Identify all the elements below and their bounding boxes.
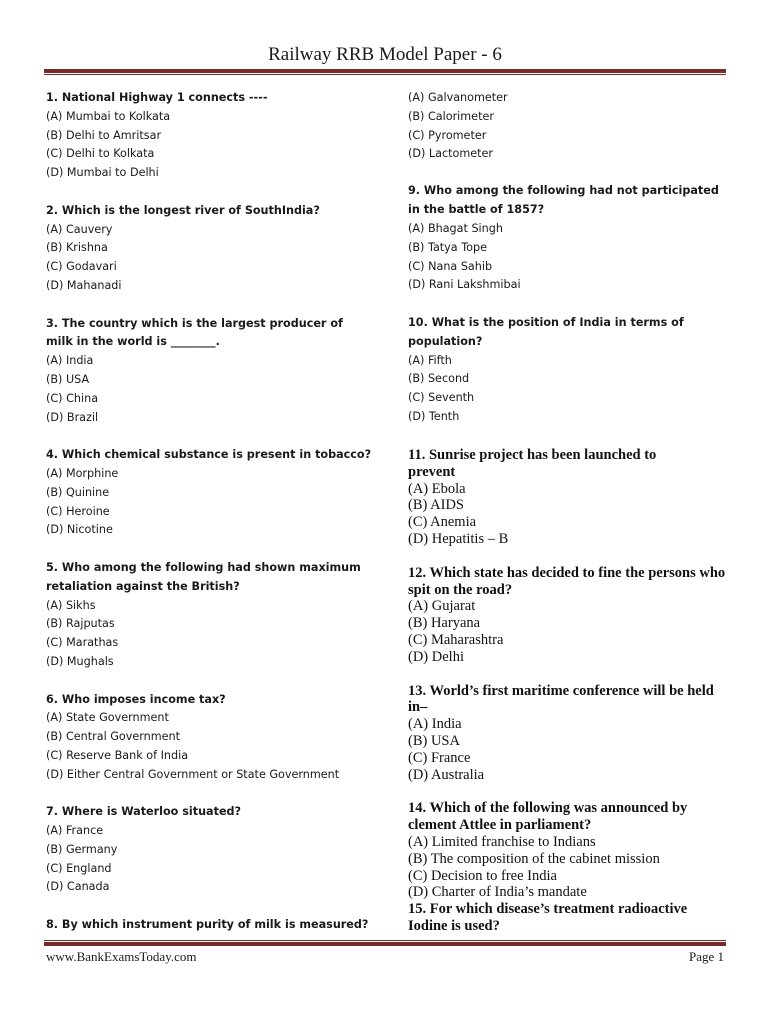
option: (A) Bhagat Singh — [408, 222, 503, 236]
option: (A) Cauvery — [46, 222, 113, 236]
question-text: 11. Sunrise project has been launched to prevent — [408, 447, 657, 480]
question-block-8-options — [408, 89, 728, 164]
header-rule-thin — [44, 74, 726, 75]
option: (C) Delhi to Kolkata — [46, 147, 155, 161]
page-number: Page 1 — [688, 949, 724, 964]
question-block-4 — [46, 446, 372, 540]
question-text: 13. World’s first maritime conference will be held in– — [408, 682, 714, 716]
option: (C) Anemia — [408, 514, 477, 531]
option: (B) Germany — [46, 842, 118, 856]
option: (D) Rani Lakshmibai — [408, 278, 521, 292]
question-text: 1. National Highway 1 connects ---- — [46, 91, 268, 104]
option: (A) Limited franchise to Indians — [408, 833, 596, 850]
question-block-11 — [408, 447, 728, 548]
option: (D) Charter of India’s mandate — [408, 884, 587, 901]
question-block-6 — [46, 691, 366, 785]
option: (B) Calorimeter — [408, 109, 494, 123]
option: (C) Pyrometer — [408, 128, 487, 142]
option: (C) Seventh — [408, 391, 475, 405]
question-block-14 — [408, 800, 728, 901]
option: (B) AIDS — [408, 497, 464, 514]
option: (D) Hepatitis – B — [408, 530, 509, 547]
option: (B) USA — [46, 372, 90, 386]
right-column-serif — [408, 447, 728, 935]
footer-website: www.BankExamsToday.com — [46, 949, 197, 964]
option: (D) Tenth — [408, 410, 460, 424]
option: (B) Second — [408, 372, 470, 386]
left-column — [46, 89, 372, 954]
option: (C) Maharashtra — [408, 631, 504, 648]
question-text: 9. Who among the following had not participated in the battle of 1857? — [408, 184, 719, 217]
option: (B) Delhi to Amritsar — [46, 128, 162, 142]
option: (D) Canada — [46, 880, 110, 894]
option: (C) Marathas — [46, 636, 119, 650]
right-column — [408, 89, 728, 446]
option: (A) India — [46, 354, 94, 368]
question-block-3 — [46, 315, 366, 428]
option: (D) Brazil — [46, 410, 99, 424]
question-text: 3. The country which is the largest producer of milk in the world is ________. — [46, 316, 343, 349]
footer-rule-thin — [44, 940, 726, 941]
option: (D) Mumbai to Delhi — [46, 166, 159, 180]
option: (C) Godavari — [46, 260, 117, 274]
option: (B) Krishna — [46, 241, 108, 255]
option: (B) Tatya Tope — [408, 240, 487, 254]
option: (D) Mahanadi — [46, 278, 122, 292]
option: (D) Mughals — [46, 654, 114, 668]
option: (A) Gujarat — [408, 598, 476, 615]
option: (A) Morphine — [46, 466, 119, 480]
question-text: 10. What is the position of India in terms of population? — [408, 316, 684, 348]
question-block-12 — [408, 565, 728, 666]
question-block-8 — [46, 916, 369, 935]
question-text: 15. For which disease’s treatment radioactive Iodine is used? — [408, 901, 688, 934]
question-text: 8. By which instrument purity of milk is measured? — [46, 918, 369, 932]
option: (D) Australia — [408, 766, 485, 783]
question-block-2 — [46, 202, 366, 296]
option: (A) Mumbai to Kolkata — [46, 109, 171, 123]
question-block-10 — [408, 314, 728, 427]
option: (B) Rajputas — [46, 617, 115, 631]
option: (C) England — [46, 861, 112, 875]
option: (B) The composition of the cabinet mission — [408, 850, 660, 867]
option: (D) Either Central Government or State Government — [46, 767, 340, 781]
page-title: Railway RRB Model Paper - 6 — [268, 44, 502, 65]
option: (B) Haryana — [408, 615, 481, 632]
option: (C) Reserve Bank of India — [46, 748, 189, 762]
question-text: 2. Which is the longest river of SouthIndia? — [46, 203, 320, 217]
question-text: 6. Who imposes income tax? — [46, 692, 226, 706]
option: (A) Galvanometer — [408, 91, 508, 104]
question-text: 14. Which of the following was announced by clement Attlee in parliament? — [408, 800, 688, 834]
question-text: 5. Who among the following had shown maximum retaliation against the British? — [46, 560, 361, 593]
option: (A) France — [46, 824, 104, 838]
footer-rule — [44, 942, 726, 946]
option: (A) Ebola — [408, 480, 466, 497]
question-block-1 — [46, 89, 366, 183]
header-rule — [44, 69, 726, 73]
option: (D) Delhi — [408, 648, 464, 665]
option: (A) India — [408, 716, 462, 733]
question-block-7 — [46, 803, 366, 897]
option: (B) USA — [408, 732, 460, 749]
option: (C) Decision to free India — [408, 867, 557, 884]
option: (A) Sikhs — [46, 598, 96, 612]
question-text: 4. Which chemical substance is present in tobacco? — [46, 448, 372, 462]
option: (B) Quinine — [46, 485, 110, 499]
option: (C) Nana Sahib — [408, 259, 493, 273]
option: (C) Heroine — [46, 504, 110, 518]
question-block-15 — [408, 901, 728, 935]
option: (D) Lactometer — [408, 147, 494, 161]
option: (B) Central Government — [46, 730, 181, 744]
question-block-5 — [46, 559, 366, 672]
question-text: 7. Where is Waterloo situated? — [46, 805, 242, 819]
question-text: 12. Which state has decided to fine the persons who spit on the road? — [408, 564, 726, 598]
option: (C) France — [408, 749, 471, 766]
question-block-9 — [408, 182, 728, 295]
option: (A) Fifth — [408, 353, 452, 367]
question-block-13 — [408, 683, 728, 784]
option: (D) Nicotine — [46, 523, 113, 537]
option: (C) China — [46, 391, 99, 405]
option: (A) State Government — [46, 711, 169, 725]
